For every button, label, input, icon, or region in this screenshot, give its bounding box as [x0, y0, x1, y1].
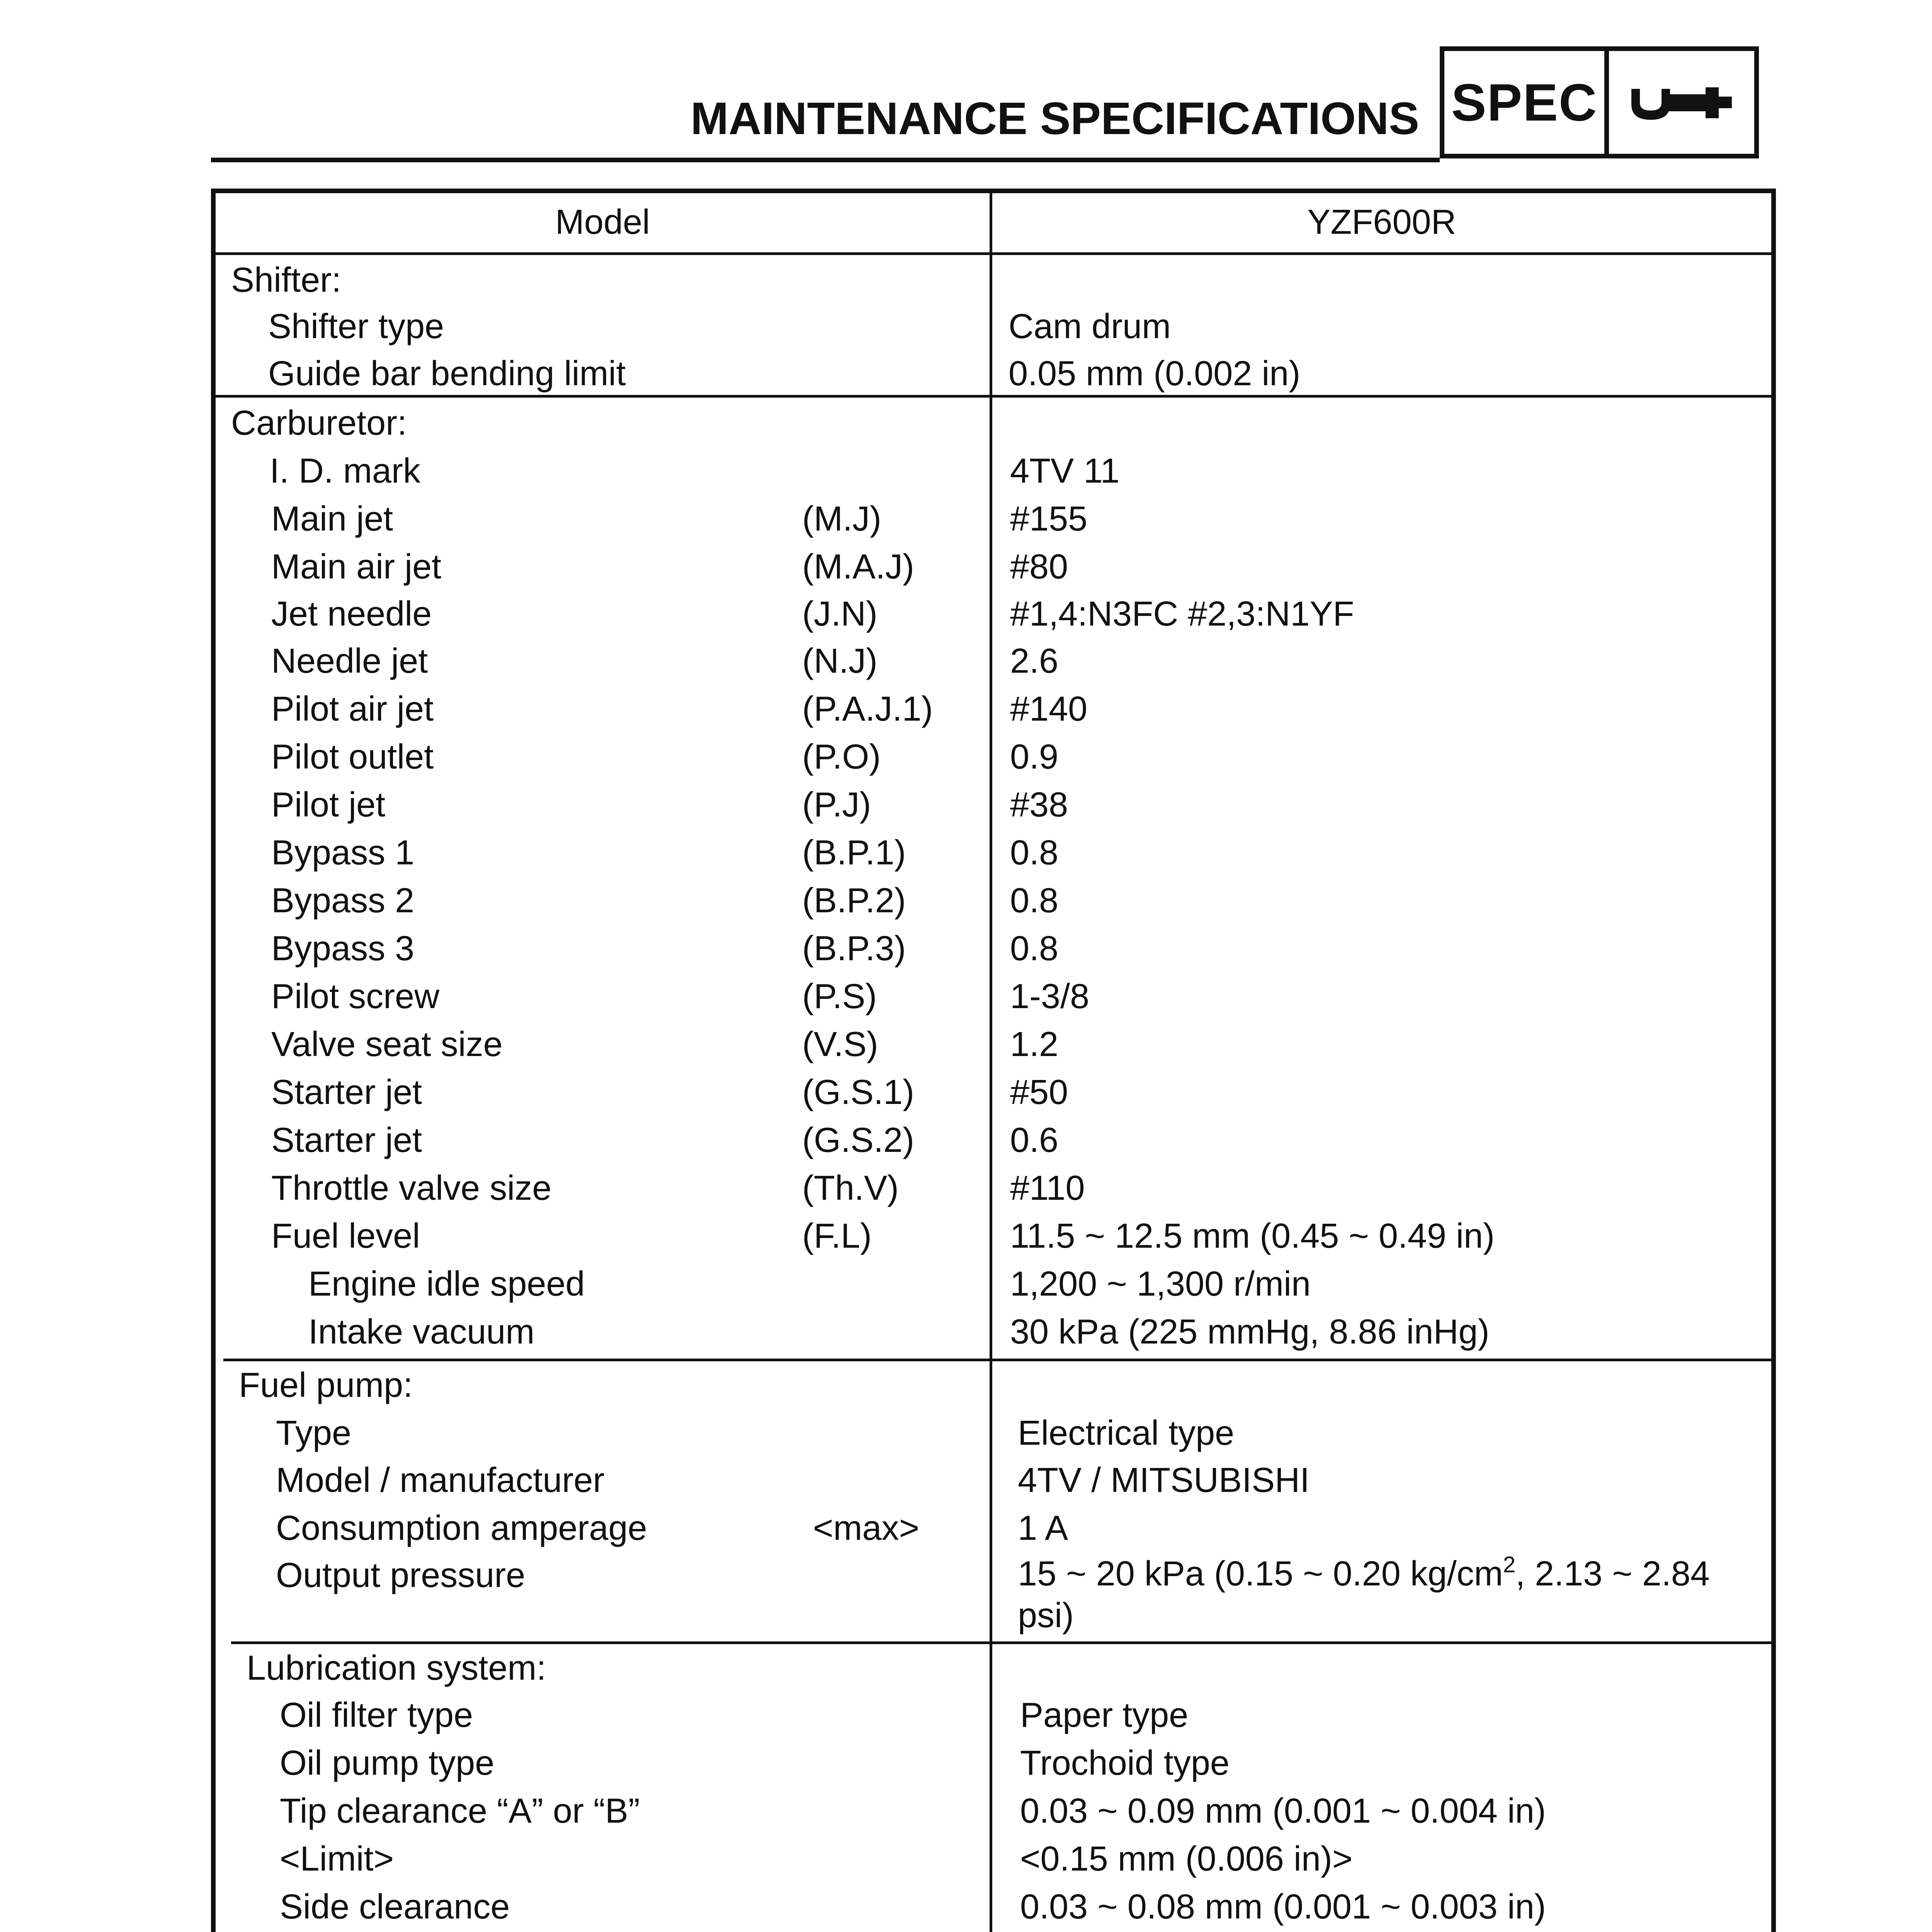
spec-code: (Th.V)	[802, 1169, 899, 1208]
spec-label: Pilot screw	[271, 977, 440, 1016]
spec-label: Pilot air jet	[271, 690, 434, 728]
spec-label: Starter jet	[271, 1073, 422, 1112]
spec-code: (P.S)	[802, 977, 877, 1016]
spec-badge	[1440, 46, 1759, 158]
spec-value: 0.8	[1010, 833, 1059, 872]
spec-code: (B.P.3)	[802, 929, 906, 968]
spec-value: #140	[1010, 690, 1088, 728]
spec-label: Bypass 1	[271, 833, 415, 872]
spec-code: (B.P.1)	[802, 833, 906, 872]
superscript: 2	[1503, 1552, 1516, 1577]
spec-label: <Limit>	[280, 1840, 394, 1878]
spec-label: Pilot jet	[271, 786, 386, 824]
spec-value: 11.5 ~ 12.5 mm (0.45 ~ 0.49 in)	[1010, 1217, 1495, 1255]
spec-code: (V.S)	[802, 1025, 878, 1064]
spec-label: Shifter type	[268, 307, 444, 346]
model-header: Model	[555, 203, 650, 242]
spec-label: Oil pump type	[280, 1744, 495, 1782]
spec-value: 2.6	[1010, 642, 1059, 680]
spec-label: Tip clearance “A” or “B”	[280, 1792, 640, 1830]
spec-table	[211, 189, 1776, 1932]
spec-label: Main jet	[271, 500, 393, 538]
spec-label: Pilot outlet	[271, 738, 434, 776]
spec-code: (J.N)	[802, 595, 878, 633]
spec-label: Guide bar bending limit	[268, 354, 626, 393]
spec-label: Starter jet	[271, 1121, 422, 1160]
spec-code: (P.O)	[802, 738, 881, 776]
spec-code: (F.L)	[802, 1217, 872, 1255]
spec-code: (M.A.J)	[802, 548, 914, 586]
spec-value: #50	[1010, 1073, 1068, 1112]
spec-label: Output pressure	[276, 1556, 526, 1595]
spec-label: Valve seat size	[271, 1025, 503, 1064]
spec-value: 1,200 ~ 1,300 r/min	[1010, 1265, 1311, 1303]
spec-value: 0.8	[1010, 881, 1059, 920]
row-divider	[216, 395, 1771, 398]
spec-label: Jet needle	[271, 595, 432, 633]
spec-code: (M.J)	[802, 500, 881, 538]
header-rule	[211, 158, 1440, 162]
spec-label: Bypass 3	[271, 929, 415, 968]
spec-value: 1-3/8	[1010, 977, 1090, 1016]
spec-label: Bypass 2	[271, 881, 415, 920]
spec-value: #38	[1010, 786, 1068, 824]
spec-label: I. D. mark	[270, 452, 421, 490]
spec-value: 4TV / MITSUBISHI	[1018, 1461, 1310, 1500]
spec-value: #155	[1010, 500, 1088, 538]
spec-value: #80	[1010, 548, 1068, 586]
spec-value: 1 A	[1018, 1509, 1068, 1548]
spec-code: <max>	[813, 1509, 920, 1548]
section-heading-fuel-pump: Fuel pump:	[239, 1366, 413, 1405]
value-text: , 2.13 ~ 2.84	[1515, 1554, 1710, 1593]
spec-code: (P.J)	[802, 786, 871, 824]
page-title: MAINTENANCE SPECIFICATIONS	[690, 93, 1419, 144]
spec-label: Oil filter type	[280, 1696, 473, 1735]
spec-value: Trochoid type	[1020, 1744, 1230, 1782]
spec-label: Engine idle speed	[308, 1265, 585, 1303]
spec-label: Side clearance	[280, 1888, 510, 1926]
section-heading-lubrication: Lubrication system:	[247, 1649, 546, 1687]
spec-badge-label: SPEC	[1444, 51, 1609, 154]
spec-code: (N.J)	[802, 642, 878, 680]
spec-value: 0.6	[1010, 1121, 1059, 1160]
spec-label: Throttle valve size	[271, 1169, 552, 1208]
spec-value: 0.05 mm (0.002 in)	[1009, 354, 1301, 393]
model-value: YZF600R	[1307, 203, 1456, 242]
spec-value: 0.9	[1010, 738, 1059, 776]
spec-code: (G.S.1)	[802, 1073, 915, 1112]
column-divider	[990, 193, 992, 1932]
spec-value: 0.03 ~ 0.09 mm (0.001 ~ 0.004 in)	[1020, 1792, 1546, 1830]
spec-label: Consumption amperage	[276, 1509, 647, 1548]
section-heading-carburetor: Carburetor:	[231, 404, 407, 442]
spec-label: Fuel level	[271, 1217, 420, 1255]
spec-value: 4TV 11	[1010, 452, 1120, 490]
spec-label: Needle jet	[271, 642, 428, 680]
spec-label: Model / manufacturer	[276, 1461, 605, 1500]
spec-value: 1.2	[1010, 1025, 1059, 1064]
section-heading-shifter: Shifter:	[231, 261, 342, 299]
wrench-icon	[1609, 51, 1754, 154]
spec-value: Cam drum	[1009, 307, 1171, 346]
row-divider	[231, 1641, 1771, 1644]
row-divider	[216, 252, 1771, 255]
spec-label: Type	[276, 1414, 352, 1452]
spec-code: (G.S.2)	[802, 1121, 915, 1160]
spec-value: #1,4:N3FC #2,3:N1YF	[1010, 595, 1354, 633]
spec-value: Paper type	[1020, 1696, 1189, 1735]
value-text: 15 ~ 20 kPa (0.15 ~ 0.20 kg/cm	[1018, 1554, 1503, 1593]
spec-value: 0.8	[1010, 929, 1059, 968]
spec-value	[1018, 1553, 1710, 1595]
spec-label: Main air jet	[271, 548, 442, 586]
spec-label: Intake vacuum	[308, 1313, 535, 1351]
spec-value: <0.15 mm (0.006 in)>	[1020, 1840, 1353, 1878]
spec-value: Electrical type	[1018, 1414, 1235, 1452]
spec-value: #110	[1010, 1169, 1085, 1208]
spec-code: (B.P.2)	[802, 881, 906, 920]
row-divider	[223, 1359, 1771, 1361]
spec-value: 0.03 ~ 0.08 mm (0.001 ~ 0.003 in)	[1020, 1888, 1546, 1926]
spec-value: 30 kPa (225 mmHg, 8.86 inHg)	[1010, 1313, 1490, 1351]
spec-code: (P.A.J.1)	[802, 690, 933, 728]
spec-value-continuation: psi)	[1018, 1596, 1074, 1635]
